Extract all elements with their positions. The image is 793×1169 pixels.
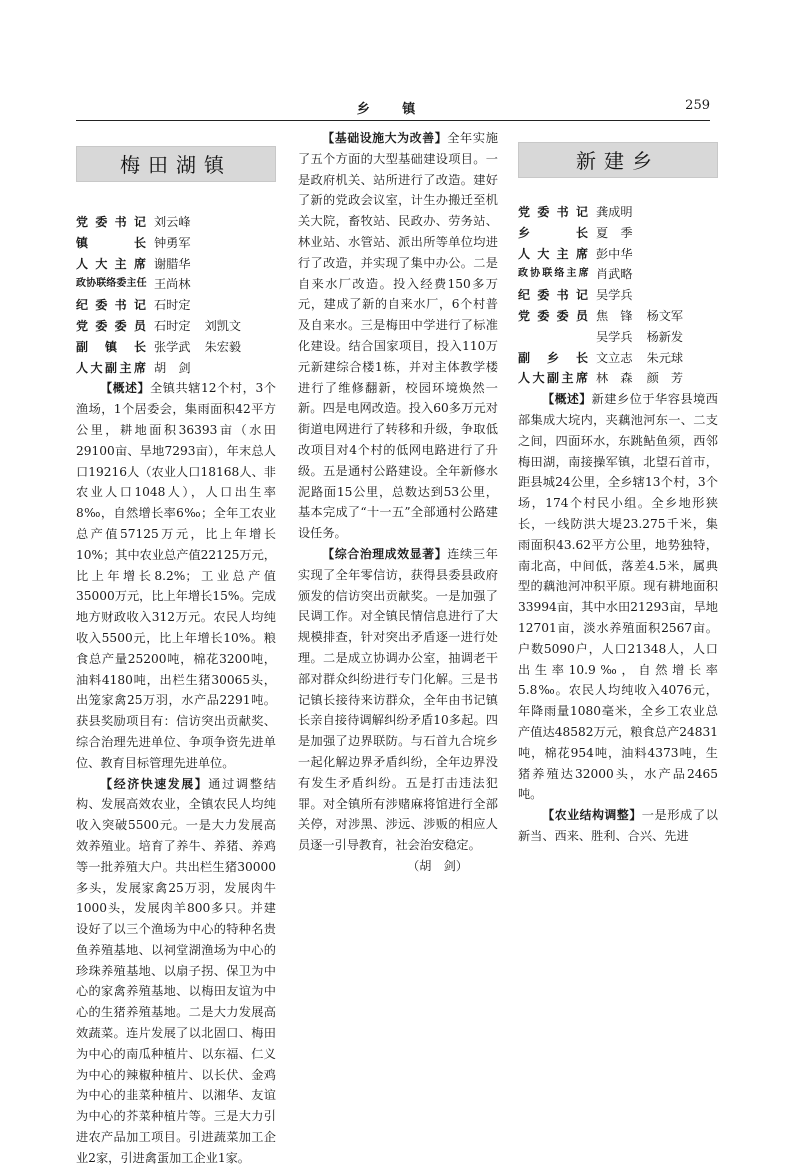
staff-role: 人大副主席 (76, 360, 146, 375)
column-2 (298, 128, 498, 877)
staff-list-meitianhu (76, 212, 276, 378)
staff-name: 杨新发 (646, 329, 684, 344)
staff-row (518, 327, 718, 348)
section-title: 乡 镇 (356, 102, 430, 117)
staff-name: 焦 锋 (596, 308, 633, 323)
staff-name: 杨文军 (646, 308, 684, 323)
paragraph-body: 新建乡位于华容县境西部集成大垸内，夹藕池河东一、二支之间，四面环水，东跳鲇鱼须，西邻梅田湖，南接操军镇，北望石首市，距县城24公里，全乡辖13个村，3个场，174个村民小组。全乡地形狭长，一线防洪大堤23.275千米，集雨面积43.62平方公里，地势独特，南北高，中间低，落差4.5米，属典型的藕池河冲积平原。现有耕地面积33994亩，其中水田21293亩，旱地12701亩，淡水养殖面积2567亩。户数5090户，人口21348人，人口出生率10.9‰，自然增长率5.8‰。农民人均纯收入4076元，年降雨量1080毫米，全乡工农业总产值达48582万元，粮食总产24831吨，棉花954吨，油料4373吨，生猪养殖达32000头，水产品2465吨。 (518, 392, 718, 802)
staff-name: 钟勇军 (154, 235, 191, 250)
staff-name: 吴学兵 (596, 288, 633, 303)
paragraph-overview-xinjian (518, 389, 718, 805)
staff-role: 人大主席 (76, 256, 146, 271)
staff-name: 张学武 (154, 339, 191, 354)
staff-role: 党委书记 (518, 205, 588, 219)
staff-role: 乡 长 (518, 225, 588, 240)
staff-name: 石时定 (154, 318, 191, 333)
paragraph-overview (76, 378, 276, 773)
author: （胡 剑） (407, 858, 468, 873)
paragraph-heading: 【农业结构调整】 (542, 808, 642, 823)
staff-role: 副 镇 长 (76, 339, 146, 354)
staff-list-xinjian (518, 202, 718, 389)
staff-name: 刘凯文 (204, 318, 242, 333)
staff-role: 政协联络委主任 (76, 278, 146, 290)
staff-row (76, 316, 276, 337)
paragraph-economy (76, 774, 276, 1169)
paragraph-heading: 【经济快速发展】 (100, 776, 209, 791)
paragraph-heading: 【概述】 (100, 381, 150, 396)
staff-name: 石时定 (154, 298, 191, 313)
paragraph-body: 全年实施了五个方面的大型基础建设项目。一是政府机关、站所进行了改造。建好了新的党政会议室，计生办搬迁至机关大院，畜牧站、民政办、劳务站、林业站、水管站、派出所等单位均进行了改造，并实现了集中办公。二是自来水厂改造。投入经费150多万元，建成了新的自来水厂，6个村普及自来水。三是梅田中学进行了标准化建设。结合国家项目，投入110万元新建综合楼1栋，并对主体教学楼进行了维修翻新，校园环境焕然一新。四是电网改造。投入60多万元对街道电网进行了转移和升级，争取低改项目对4个村的低网电路进行了升级。五是通村公路建设。全年新修水泥路面15公里，总数达到53公里，基本完成了“十一五”全部通村公路建设任务。 (298, 131, 498, 541)
staff-role (518, 327, 596, 348)
staff-name: 吴学兵 (596, 329, 633, 344)
staff-name: 彭中华 (596, 246, 633, 261)
staff-row (518, 264, 718, 285)
staff-name: 胡 剑 (154, 360, 191, 375)
staff-row (76, 358, 276, 379)
staff-row (518, 306, 718, 327)
staff-name: 谢腊华 (154, 256, 191, 271)
staff-role: 副 乡 长 (518, 350, 588, 365)
staff-name: 文立志 (596, 350, 633, 365)
staff-name: 王尚林 (154, 277, 191, 292)
staff-role: 党委书记 (76, 215, 146, 229)
paragraph-body: 一是形成了以新当、西来、胜利、合兴、先进 (518, 808, 718, 843)
staff-name: 朱元球 (646, 350, 684, 365)
running-head (76, 98, 710, 120)
staff-role: 政协联络主席 (518, 268, 588, 280)
staff-role: 人大副主席 (518, 371, 588, 386)
staff-row (518, 285, 718, 306)
staff-row (76, 295, 276, 316)
paragraph-heading: 【基础设施大为改善】 (322, 131, 448, 145)
paragraph-agriculture (518, 805, 718, 847)
page-number: 259 (685, 98, 710, 113)
staff-role: 人大主席 (518, 246, 588, 261)
paragraph-body: 连续三年实现了全年零信访，获得县委县政府颁发的信访突出贡献奖。一是加强了民调工作。对全镇民情信息进行了大规模排查，针对突出矛盾逐一进行处理。二是成立协调办公室，抽调老干部对群众纠纷进行专门化解。三是书记镇长接待来访群众，全年由书记镇长亲自接待调解纠纷矛盾10多起。四是加强了边界联防。与石首九合垸乡一起化解边界矛盾纠纷，全年边界没有发生矛盾纠纷。五是打击违法犯罪。对全镇所有涉赌麻将馆进行全部关停，对涉黑、涉远、涉贩的相应人员逐一引导教育，社会治安稳定。 (298, 546, 498, 853)
paragraph-heading: 【概述】 (542, 392, 592, 407)
staff-row (76, 233, 276, 254)
staff-role: 纪委书记 (76, 298, 146, 313)
staff-row (518, 244, 718, 265)
staff-name: 夏 季 (596, 225, 633, 240)
staff-role: 党委委员 (518, 308, 588, 323)
staff-name: 林 森 (596, 371, 633, 386)
paragraph-heading: 【综合治理成效显著】 (322, 546, 448, 561)
town-title-xinjian: 新建乡 (518, 142, 718, 178)
staff-name: 刘云峰 (154, 215, 191, 229)
paragraph-governance (298, 544, 498, 856)
staff-name: 肖武略 (596, 267, 633, 282)
staff-row (518, 202, 718, 223)
paragraph-infrastructure (298, 128, 498, 544)
column-1 (76, 128, 276, 1169)
staff-role: 镇 长 (76, 235, 146, 250)
paragraph-body: 全镇共辖12个村，3个渔场，1个居委会，集雨面积42平方公里，耕地面积36393亩（水田29100亩、旱地7293亩），年末总人口19216人（农业人口18168人、非农业人口1048人），人口出生率8‰，自然增长率6‰；全年工农业总产值57125万元，比上年增长10%；其中农业总产值22125万元，比上年增长8.2%；工业总产值35000万元，比上年增长15%。完成地方财政收入312万元。农民人均纯收入5500元，比上年增长10%。粮食总产量25200吨，棉花3200吨，油料4180吨，出栏生猪30065头，出笼家禽25万羽，水产品2291吨。获县奖励项目有：信访突出贡献奖、综合治理先进单位、争项争资先进单位、教育目标管理先进单位。 (76, 381, 276, 770)
staff-role: 纪委书记 (518, 288, 588, 303)
staff-row (518, 368, 718, 389)
staff-row (518, 223, 718, 244)
staff-row (76, 254, 276, 275)
town-title-meitianhu: 梅田湖镇 (76, 146, 276, 182)
header-rule (76, 120, 710, 121)
paragraph-body: 通过调整结构、发展高效农业，全镇农民人均纯收入突破5500元。一是大力发展高效养殖业。培育了养牛、养猪、养鸡等一批养殖大户。共出栏生猪30000多头，发展家禽25万羽，发展肉牛1000头，发展肉羊800多只。并建设好了以三个渔场为中心的特种名贵鱼养殖基地、以祠堂湖渔场为中心的珍珠养殖基地、以扇子拐、保卫为中心的家禽养殖基地、以梅田友谊为中心的生猪养殖基地。二是大力发展高效蔬菜。连片发展了以北固口、梅田为中心的南瓜种植片、以东福、仁义为中心的辣椒种植片、以长伏、金鸡为中心的韭菜种植片、以湘华、友谊为中心的芥菜种植片等。三是大力引进农产品加工项目。引进蔬菜加工企业2家，引进禽蛋加工企业1家。 (76, 776, 276, 1165)
staff-row (76, 274, 276, 295)
column-3 (518, 128, 718, 847)
staff-row (76, 337, 276, 358)
staff-name: 朱宏毅 (204, 339, 242, 354)
staff-row (518, 348, 718, 369)
staff-role: 党委委员 (76, 318, 146, 333)
staff-row (76, 212, 276, 233)
staff-name: 龚成明 (596, 205, 633, 219)
staff-name: 颜 芳 (646, 371, 684, 386)
